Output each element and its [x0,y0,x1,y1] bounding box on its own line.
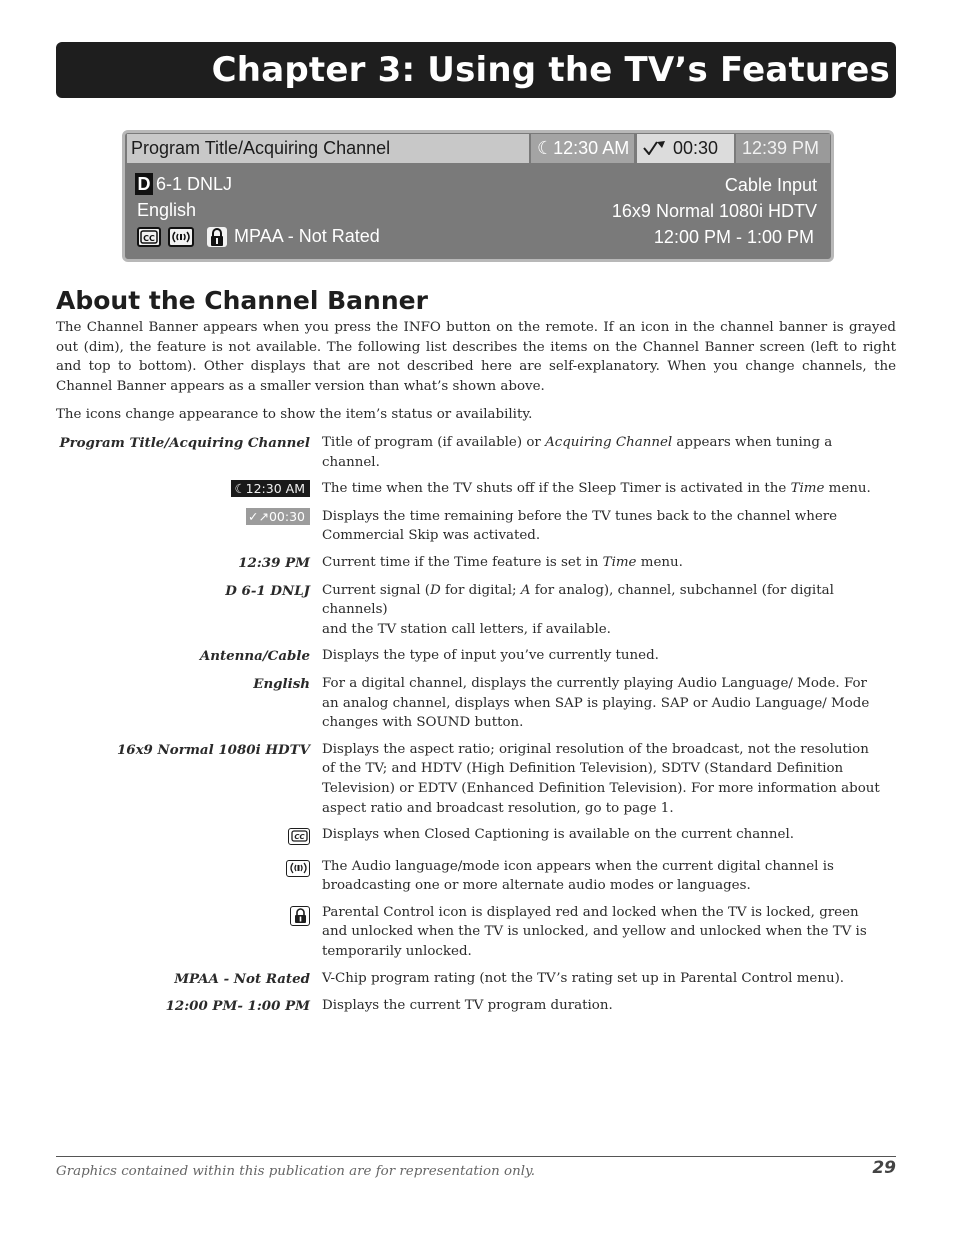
item-description: V-Chip program rating (not the TV’s rating set up in Parental Control menu). [322,970,845,986]
banner-duration: 12:00 PM - 1:00 PM [653,227,814,247]
item-term: Program Title/Acquiring Channel [59,435,310,451]
moon-icon: ☾ [234,481,246,497]
item-description: Displays the current TV program duration. [322,998,613,1014]
item-term: 12:39 PM [238,554,310,571]
audio-mode-icon [168,227,194,247]
list-item [56,825,896,850]
item-description: Parental Control icon is displayed red and locked when the TV is locked, green and unlocked when the TV is unlocked, and yellow and unlocked when the TV is temporarily unlocked. [322,904,867,960]
banner-commercial-skip [637,134,734,163]
list-item [56,507,896,546]
list-item [56,553,896,574]
item-term: English [253,675,310,692]
list-item [56,857,896,896]
checkmark-skip-icon [643,135,669,164]
section-title: About the Channel Banner [56,286,428,315]
item-description: Current signal (D for digital; A for analog), channel, subchannel (for digital channels) and the TV station call letters, if available. [322,582,834,637]
item-description: Displays the time remaining before the TV tunes back to the channel where Commercial Skip was activated. [322,508,838,544]
banner-sleep-timer [531,134,634,163]
banner-audio-language: English [137,200,197,220]
audio-mode-icon [286,860,310,877]
banner-channel-row [135,173,232,195]
page-number: 29 [872,1158,896,1178]
banner-sleep-time: 12:30 AM [553,138,630,158]
item-description: The time when the TV shuts off if the Sleep Timer is activated in the Time menu. [322,481,871,497]
item-description: Displays the type of input you’ve currently tuned. [322,648,659,664]
item-term: MPAA - Not Rated [174,970,310,987]
cc-icon [288,828,310,845]
lock-icon [207,227,227,247]
banner-program-title: Program Title/Acquiring Channel [127,134,529,163]
item-term: 12:00 PM- 1:00 PM [165,998,310,1015]
item-description: For a digital channel, displays the currently playing Audio Language/ Mode. For an analog channel, displays when SAP is playing. SAP or Audio Language/ Mode changes with SOUND button. [322,675,870,731]
list-item [56,740,896,818]
banner-rating: MPAA - Not Rated [234,226,380,246]
commercial-skip-chip: ✓↗00:30 [246,508,310,525]
banner-channel: 6-1 DNLJ [156,174,233,194]
lock-icon [290,906,310,926]
chapter-title: Chapter 3: Using the TV’s Features [211,50,890,90]
svg-text:CC: CC [143,234,155,244]
chapter-header-bar [56,42,896,98]
list-item [56,581,896,640]
item-term [56,507,310,546]
list-item [56,969,896,990]
banner-skip-time: 00:30 [673,138,719,158]
channel-banner-illustration [122,130,834,262]
item-description: Displays the aspect ratio; original resolution of the broadcast, not the resolution of the TV; and HDTV (High Definition Television), SDTV (Standard Definition Television) or EDTV (Enhanced Definition Television). For more information about aspect ratio and broadcast resolution, go to page 1. [322,741,880,816]
item-term [56,903,310,962]
banner-item-list [56,433,896,1024]
banner-input: Cable Input [724,175,817,195]
intro-paragraph: The Channel Banner appears when you press the INFO button on the remote. If an icon in the channel banner is grayed out (dim), the feature is not available. The following list describes the items on the Channel Banner screen (left to right and top to bottom). Other displays that are not described here are self-explanatory. When you change channels, the Channel Banner appears as a smaller version than what’s shown above. [56,320,896,394]
checkmark-skip-icon: ✓↗ [248,508,269,524]
list-item [56,996,896,1017]
list-item [56,903,896,962]
moon-icon: ☾ [537,138,554,158]
item-description: Current time if the Time feature is set in Time menu. [322,554,683,570]
banner-icons-row [137,225,380,247]
sleep-timer-chip: ☾12:30 AM [231,480,310,497]
item-term [56,857,310,896]
banner-current-time: 12:39 PM [736,134,830,163]
item-term [56,825,310,850]
list-item [56,674,896,733]
list-item [56,433,896,472]
cc-icon [137,227,161,247]
svg-text:CC: CC [294,833,305,842]
footer-divider [56,1156,896,1157]
item-term: D 6-1 DNLJ [225,582,310,599]
banner-aspect-resolution: 16x9 Normal 1080i HDTV [611,201,817,221]
item-term [56,479,310,500]
item-term: Antenna/Cable [199,648,310,665]
footer-note: Graphics contained within this publication are for representation only. [56,1164,536,1179]
list-item [56,479,896,500]
item-term: 16x9 Normal 1080i HDTV [116,741,310,758]
item-description: Displays when Closed Captioning is available on the current channel. [322,827,795,843]
signal-badge: D [135,173,153,195]
list-item [56,646,896,667]
item-description: The Audio language/mode icon appears when the current digital channel is broadcasting one or more alternate audio modes or languages. [322,858,834,894]
icons-note: The icons change appearance to show the item’s status or availability. [56,407,533,422]
item-description: Title of program (if available) or Acquiring Channel appears when tuning a channel. [322,435,833,470]
